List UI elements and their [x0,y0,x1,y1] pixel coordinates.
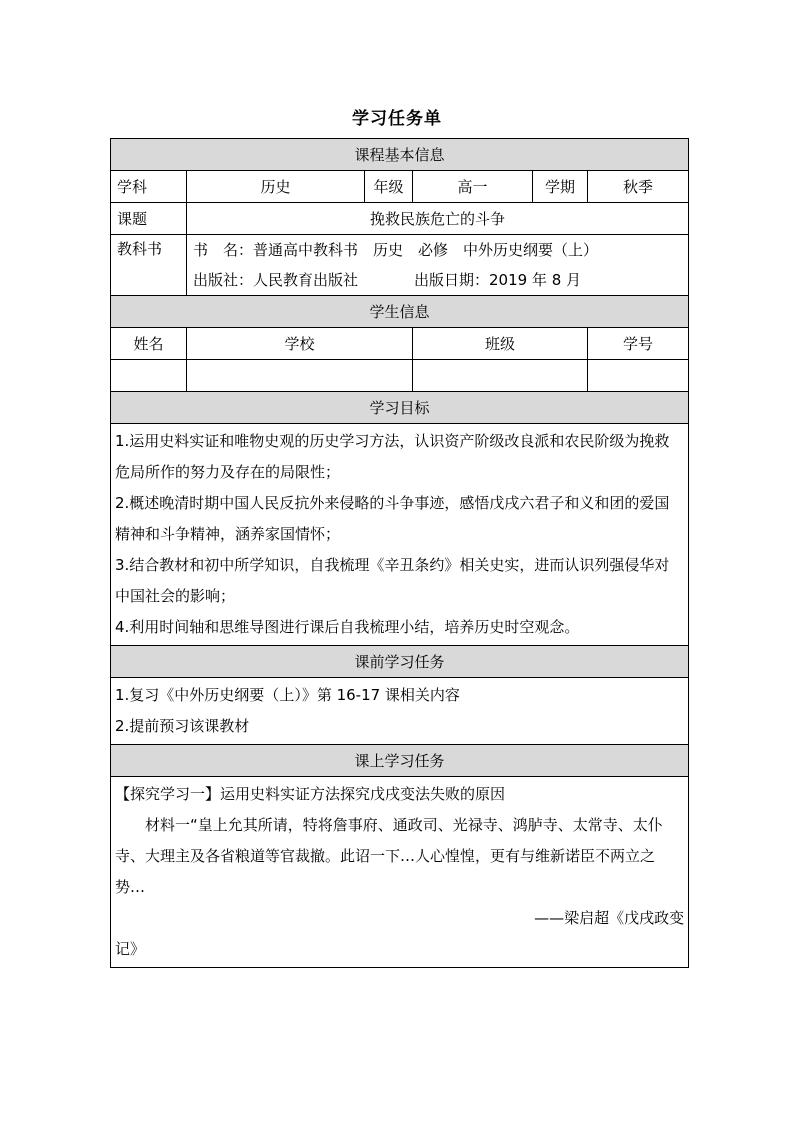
goal-item: 4.利用时间轴和思维导图进行课后自我梳理小结，培养历史时空观念。 [115,618,580,636]
subject-value: 历史 [187,171,365,203]
textbook-book-line: 书 名：普通高中教科书 历史 必修 中外历史纲要（上） [193,241,599,259]
student-header-row [111,328,689,360]
textbook-pub-line [193,265,682,295]
task-sheet-table [110,138,689,968]
textbook-publisher: 出版社：人民教育出版社 [193,271,359,289]
section-header-student-info: 学生信息 [111,296,689,328]
textbook-label: 教科书 [111,235,187,296]
goal-item: 2.概述晚清时期中国人民反抗外来侵略的斗争事迹，感悟戊戌六君子和义和团的爱国精神和斗争精神，涵养家国情怀； [115,494,670,543]
course-row-textbook [111,235,689,296]
student-id-header: 学号 [588,328,689,360]
section-pre-tasks [111,646,689,678]
goals-row [111,424,689,646]
section-goals [111,392,689,424]
term-value: 秋季 [588,171,689,203]
section-header-course-info: 课程基本信息 [111,139,689,171]
goals-content [111,424,689,646]
material-text: 材料一“皇上允其所请，特将詹事府、通政司、光禄寺、鸿胪寺、太常寺、太仆寺、大理主及各省粮道等官裁撤。此诏一下…人心惶惶，更有与维新诺臣不两立之势… [115,816,663,896]
section-header-goals: 学习目标 [111,392,689,424]
in-class-row [111,777,689,968]
subject-label: 学科 [111,171,187,203]
section-in-class [111,745,689,777]
inquiry-title: 【探究学习一】运用史料实证方法探究戊戌变法失败的原因 [115,785,506,803]
student-school-header: 学校 [187,328,413,360]
student-school-field[interactable] [187,360,413,392]
pre-task-item: 2.提前预习该课教材 [115,717,250,735]
student-name-header: 姓名 [111,328,187,360]
pre-tasks-row [111,678,689,745]
in-class-content [111,777,689,968]
course-row-1 [111,171,689,203]
pre-tasks-content [111,678,689,745]
student-class-field[interactable] [413,360,588,392]
goal-item: 3.结合教材和初中所学知识，自我梳理《辛丑条约》相关史实，进而认识列强侵华对中国社会的影响； [115,556,670,605]
section-course-info [111,139,689,171]
textbook-pub-date: 出版日期：2019 年 8 月 [414,271,582,289]
section-student-info [111,296,689,328]
course-row-topic [111,203,689,235]
textbook-info [187,235,689,296]
material-source: ——梁启超《戊戌政变 [534,909,685,927]
section-header-pre-tasks: 课前学习任务 [111,646,689,678]
page-title: 学习任务单 [352,109,442,129]
term-label: 学期 [533,171,588,203]
student-id-field[interactable] [588,360,689,392]
student-name-field[interactable] [111,360,187,392]
grade-value: 高一 [413,171,533,203]
goal-item: 1.运用史料实证和唯物史观的历史学习方法，认识资产阶级改良派和农民阶级为挽救危局所作的努力及存在的局限性； [115,432,670,481]
topic-value: 挽救民族危亡的斗争 [187,203,689,235]
material-source-end: 记》 [115,940,146,958]
student-class-header: 班级 [413,328,588,360]
topic-label: 课题 [111,203,187,235]
section-header-in-class: 课上学习任务 [111,745,689,777]
pre-task-item: 1.复习《中外历史纲要（上）》第 16-17 课相关内容 [115,686,460,704]
student-input-row [111,360,689,392]
grade-label: 年级 [365,171,413,203]
